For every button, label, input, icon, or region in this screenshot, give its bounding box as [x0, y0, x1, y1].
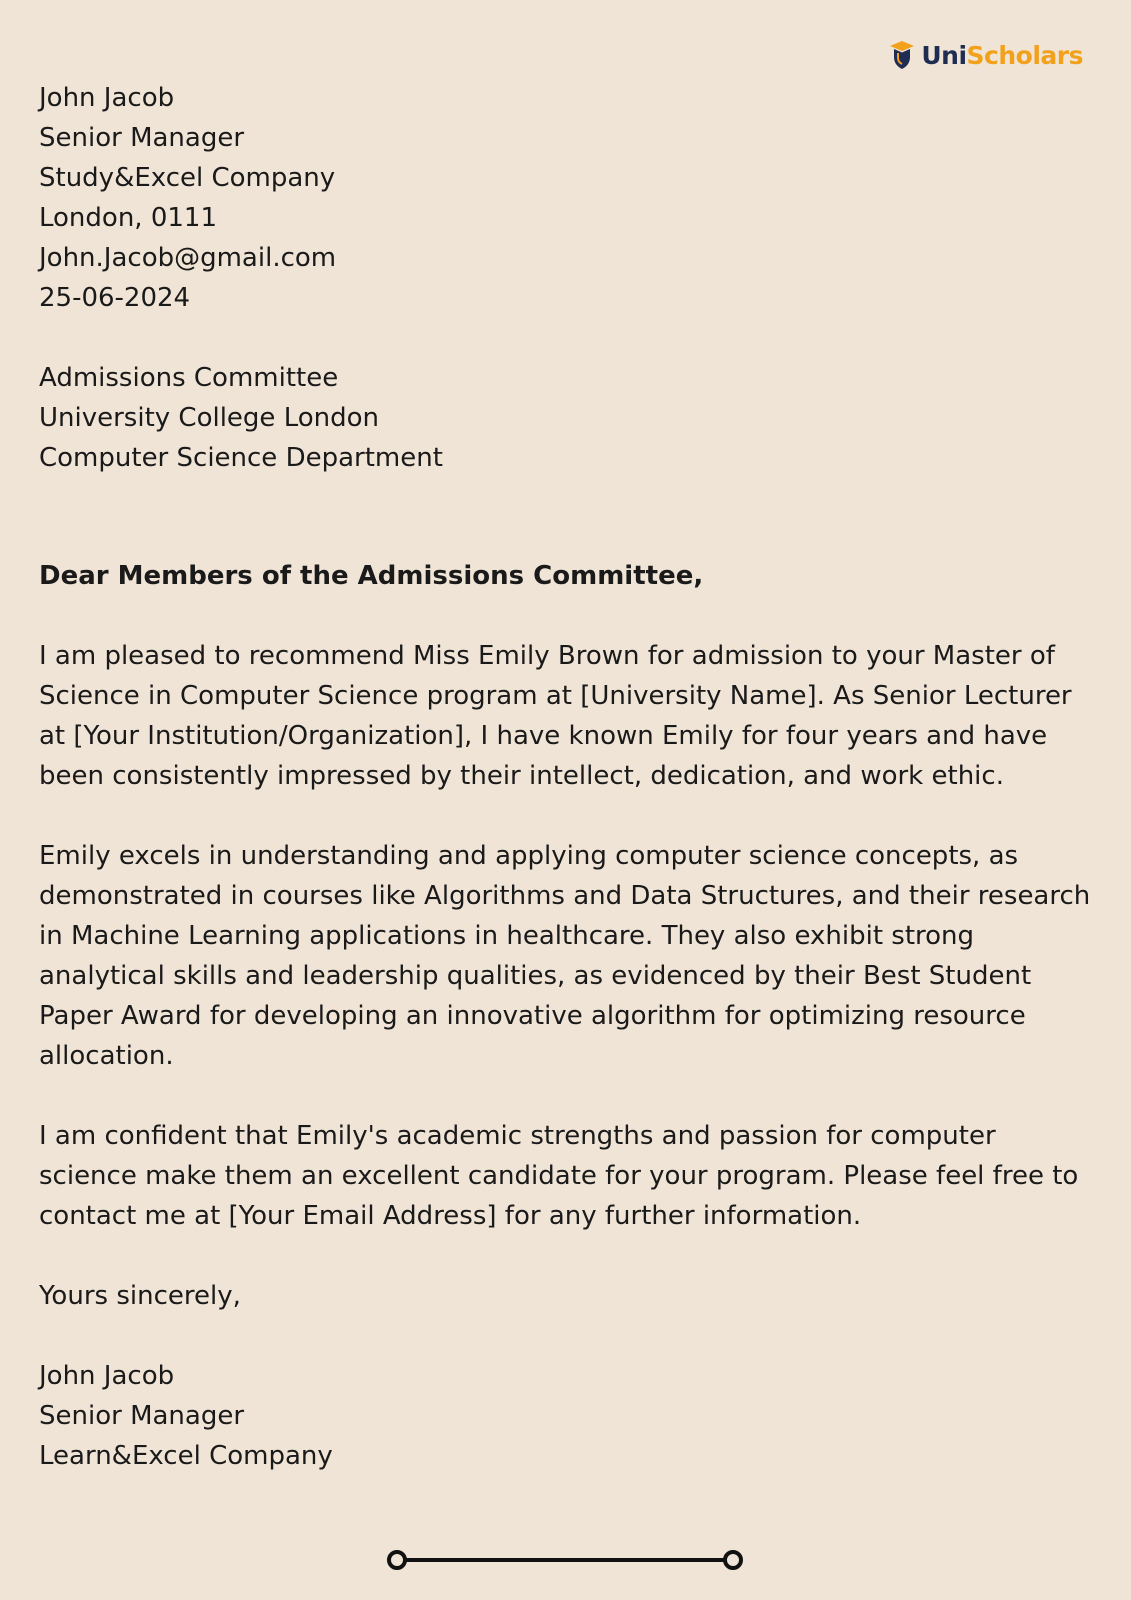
recipient-line-2: University College London [39, 403, 379, 433]
logo-text-uni: Uni [921, 40, 967, 70]
letter-body [39, 78, 1099, 1476]
sender-city: London, 0111 [39, 203, 218, 233]
paragraph-2: Emily excels in understanding and applying computer science concepts, as demonstrated in courses like Algorithms and Data Structures, and their research in Machine Learning applications in healthcare. They also exhibit strong analytical skills and leadership qualities, as evidenced by their Best Student Paper Award for developing an innovative algorithm for optimizing resource allocation. [39, 841, 1091, 1071]
signature-company: Learn&Excel Company [39, 1441, 333, 1471]
sender-title: Senior Manager [39, 123, 245, 153]
paragraph-1: I am pleased to recommend Miss Emily Brown for admission to your Master of Science in Computer Science program at [University Name]. As Senior Lecturer at [Your Institution/Organization], I have known Emily for four years and have been consistently impressed by their intellect, dedication, and work ethic. [39, 641, 1072, 791]
letter-date: 25-06-2024 [39, 283, 191, 313]
decorative-divider [383, 1548, 747, 1572]
paragraph-3: I am confident that Emily's academic strengths and passion for computer science make them an excellent candidate for your program. Please feel free to contact me at [Your Email Address] for any further information. [39, 1121, 1079, 1231]
recipient-line-3: Computer Science Department [39, 443, 443, 473]
salutation: Dear Members of the Admissions Committee, [39, 561, 704, 591]
signature-block [39, 1356, 1099, 1476]
signature-title: Senior Manager [39, 1401, 245, 1431]
sender-email: John.Jacob@gmail.com [39, 243, 337, 273]
closing: Yours sincerely, [39, 1281, 241, 1311]
graduation-shield-icon [889, 40, 915, 70]
recipient-line-1: Admissions Committee [39, 363, 339, 393]
signature-name: John Jacob [39, 1361, 175, 1391]
unischolars-logo [889, 40, 1083, 70]
sender-name: John Jacob [39, 83, 175, 113]
logo-text-scholars: Scholars [966, 40, 1083, 70]
recipient-address [39, 358, 1099, 478]
sender-address [39, 78, 1099, 318]
sender-company: Study&Excel Company [39, 163, 336, 193]
